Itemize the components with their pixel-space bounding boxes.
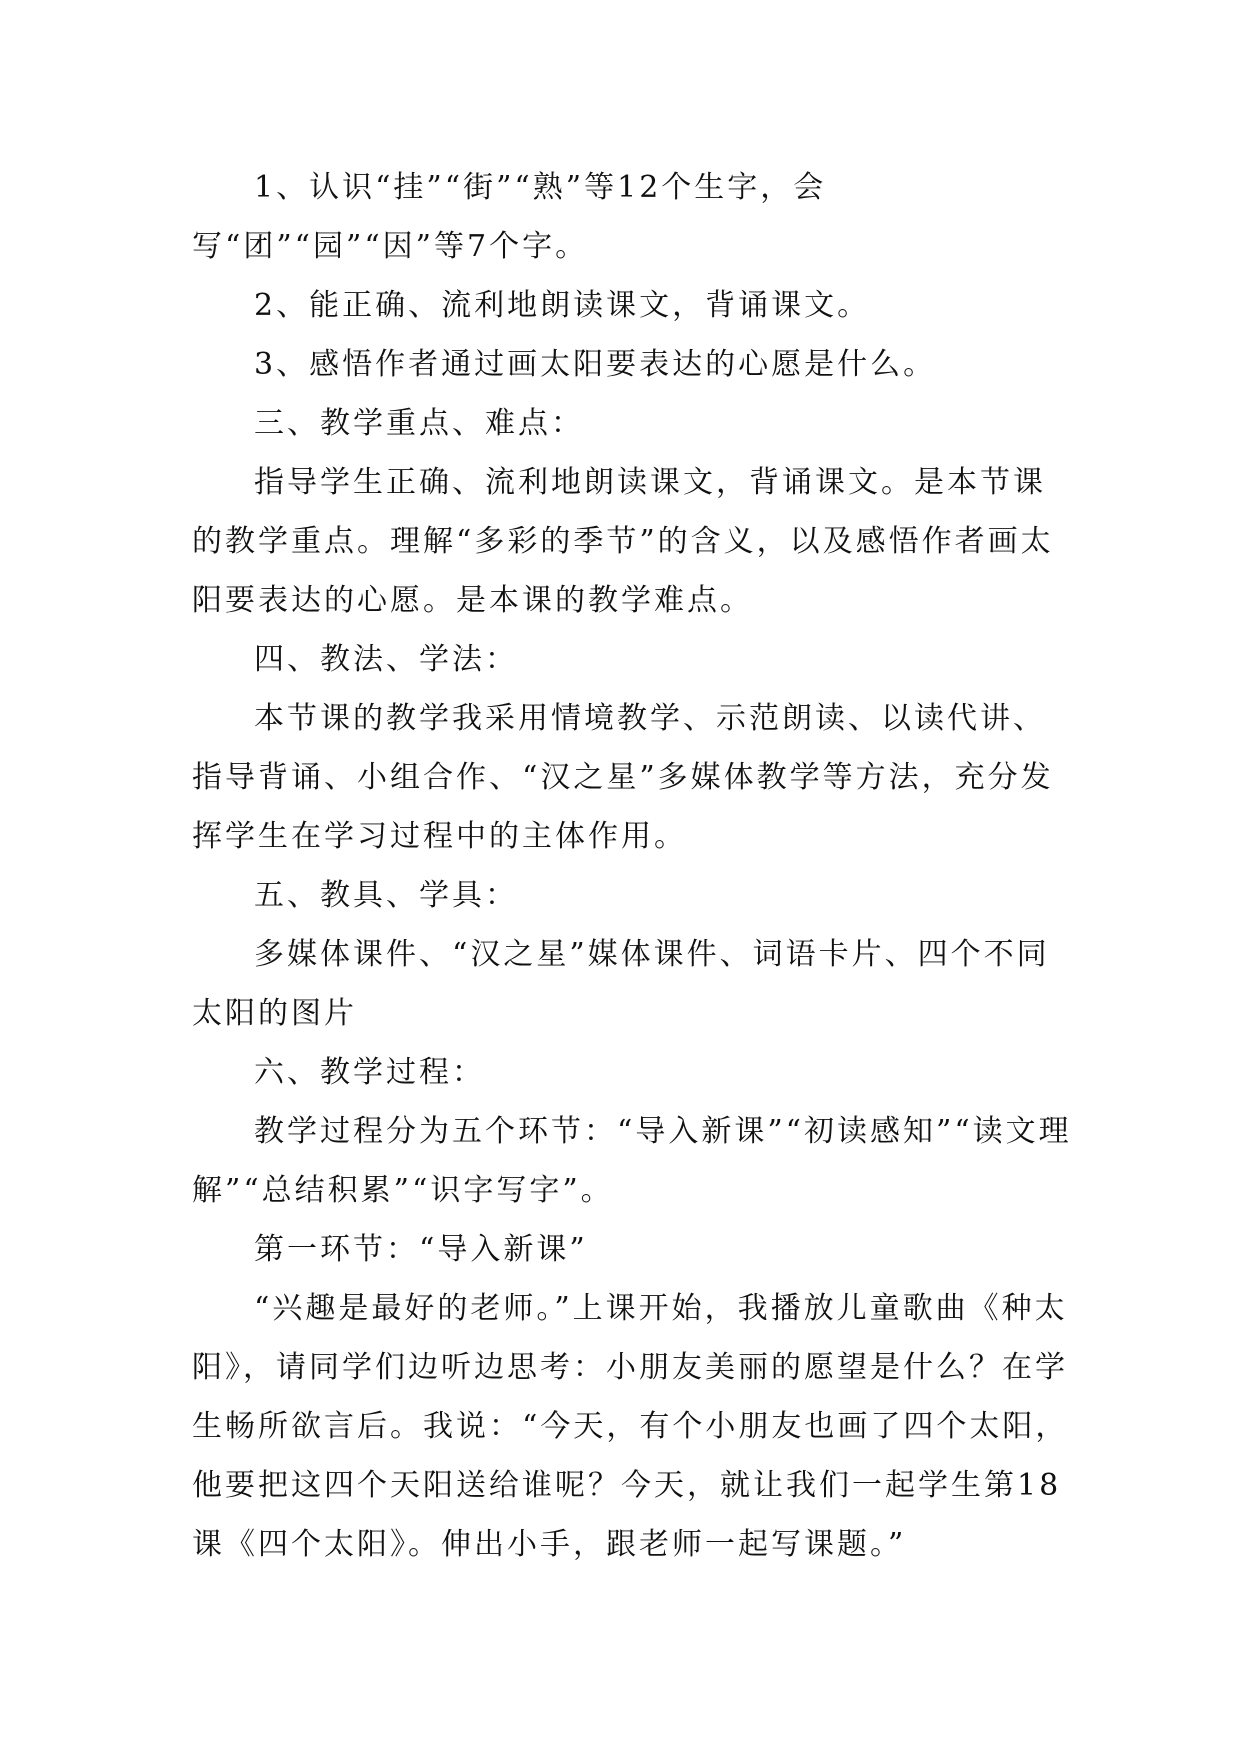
process-overview-text: 教学过程分为五个环节：“导入新课”“初读感知”“读文理解”“总结积累”“识字写字”。 [192, 1114, 1072, 1208]
section-heading-process: 六、教学过程： [254, 1055, 485, 1090]
objective-3: 3、感悟作者通过画太阳要表达的心愿是什么。 [254, 347, 937, 382]
objective-2: 2、能正确、流利地朗读课文，背诵课文。 [254, 288, 871, 323]
key-points-text: 指导学生正确、流利地朗读课文，背诵课文。是本节课的教学重点。理解“多彩的季节”的含义，以及感悟作者画太阳要表达的心愿。是本课的教学难点。 [192, 465, 1054, 618]
objective-1: 1、认识“挂”“街”“熟”等12个生字，会写“团”“园”“因”等7个字。 [192, 170, 827, 264]
methods-text: 本节课的教学我采用情境教学、示范朗读、以读代讲、指导背诵、小组合作、“汉之星”多媒体教学等方法，充分发挥学生在学习过程中的主体作用。 [192, 701, 1054, 854]
section-heading-methods: 四、教法、学法： [254, 642, 518, 677]
step-one-text: “兴趣是最好的老师。”上课开始，我播放儿童歌曲《种太阳》，请同学们边听边思考：小朋友美丽的愿望是什么？在学生畅所欲言后。我说：“今天，有个小朋友也画了四个太阳，他要把这四个天阳送给谁呢？今天，就让我们一起学生第18课《四个太阳》。伸出小手，跟老师一起写课题。” [192, 1291, 1069, 1562]
section-heading-key-points: 三、教学重点、难点： [254, 406, 584, 441]
step-one-heading: 第一环节：“导入新课” [254, 1232, 588, 1267]
materials-text: 多媒体课件、“汉之星”媒体课件、词语卡片、四个不同太阳的图片 [192, 937, 1050, 1031]
section-heading-materials: 五、教具、学具： [254, 878, 518, 913]
document-body [192, 158, 1072, 1574]
